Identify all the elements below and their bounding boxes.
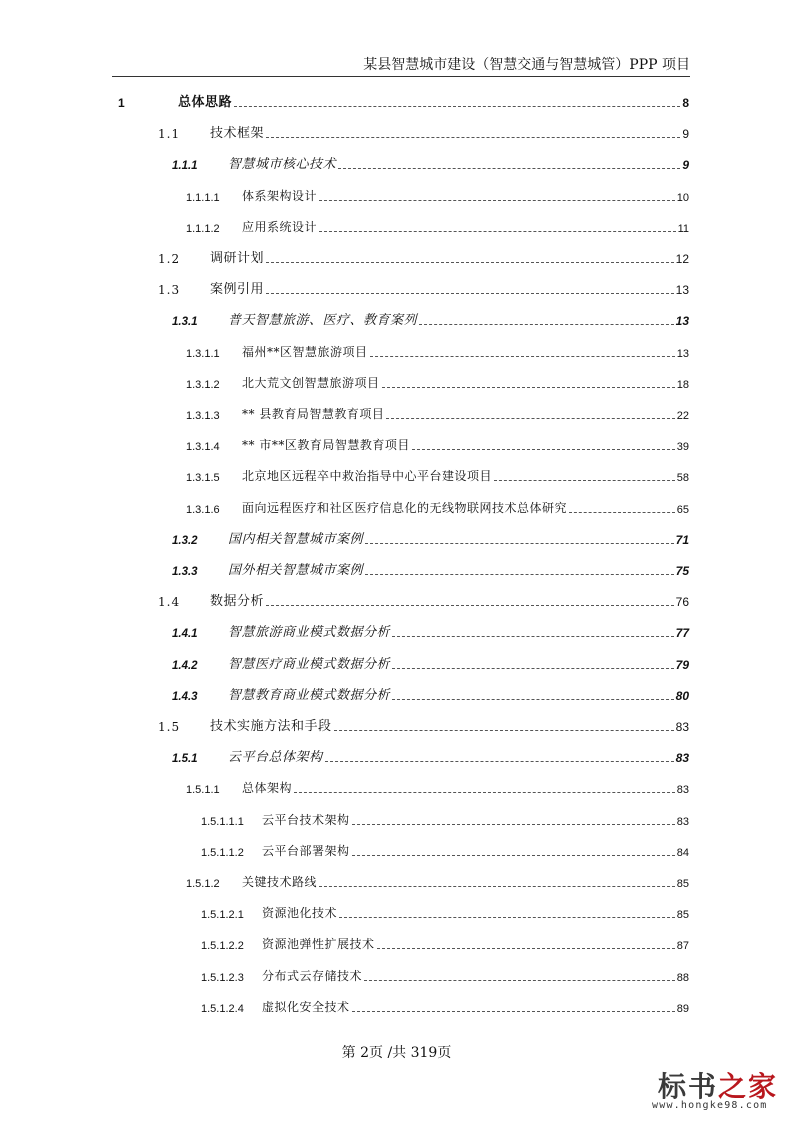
toc-leader-dashes <box>419 324 674 325</box>
toc-entry-title: 智慧医疗商业模式数据分析 <box>228 656 391 672</box>
toc-entry[interactable] <box>0 591 793 611</box>
toc-entry-body <box>228 621 689 640</box>
toc-entry-page: 83 <box>675 751 689 766</box>
toc-entry-title: 智慧教育商业模式数据分析 <box>228 687 391 703</box>
toc-entry-body <box>262 935 689 952</box>
toc-entry-number: 1.3.1.3 <box>186 410 220 422</box>
toc-entry-number: 1.5.1.2.1 <box>201 909 244 922</box>
toc-entry-page: 65 <box>676 503 689 516</box>
toc-entry-title: 面向远程医疗和社区医疗信息化的无线物联网技术总体研究 <box>242 500 568 515</box>
toc-entry-title: 调研计划 <box>210 251 265 266</box>
toc-leader-dashes <box>266 605 674 606</box>
toc-entry-body <box>242 436 689 453</box>
toc-entry-page: 76 <box>675 595 689 610</box>
toc-entry-body <box>178 91 689 110</box>
toc-entry-page: 12 <box>675 252 689 266</box>
toc-entry-page: 75 <box>675 564 689 578</box>
toc-entry-number: 1.5.1.2 <box>186 878 220 890</box>
toc-entry-page: 85 <box>676 909 689 922</box>
toc-entry[interactable] <box>0 934 793 954</box>
toc-entry-number: 1.3.1.1 <box>186 347 220 360</box>
toc-leader-dashes <box>338 168 680 169</box>
toc-entry-number: 1.1.1 <box>172 160 198 173</box>
toc-entry-title: 云平台部署架构 <box>262 843 350 858</box>
toc-entry-page: 89 <box>676 1002 689 1015</box>
toc-entry-number: 1.4.1 <box>172 628 198 641</box>
toc-entry-number: 1.5.1.1.1 <box>201 815 244 828</box>
toc-entry-page: 9 <box>682 158 689 173</box>
toc-entry-body <box>262 967 689 984</box>
toc-leader-dashes <box>352 855 675 856</box>
toc-leader-dashes <box>370 356 675 357</box>
toc-leader-dashes <box>325 761 674 762</box>
toc-leader-dashes <box>364 980 675 981</box>
toc-entry-number: 1.5.1 <box>172 753 198 766</box>
toc-entry-number: 1.5.1.2.3 <box>201 971 244 984</box>
toc-entry[interactable] <box>0 186 793 206</box>
toc-leader-dashes <box>392 636 674 637</box>
toc-entry-number: 1.5 <box>158 720 181 734</box>
toc-entry[interactable] <box>0 560 793 580</box>
toc-entry-body <box>210 247 689 266</box>
toc-entry-body <box>210 715 689 734</box>
toc-entry-body <box>242 218 689 235</box>
toc-entry-title: 资源池弹性扩展技术 <box>262 937 375 952</box>
toc-entry[interactable] <box>0 778 793 798</box>
watermark-logo <box>658 1065 778 1105</box>
toc-entry-number: 1.3.1 <box>172 316 198 329</box>
toc-entry-number: 1.1.1.2 <box>186 222 220 235</box>
toc-entry[interactable] <box>0 841 793 861</box>
toc-entry[interactable] <box>0 622 793 642</box>
toc-entry-body <box>228 684 689 703</box>
toc-entry-title: 体系架构设计 <box>242 188 318 203</box>
toc-entry-number: 1.4.2 <box>172 659 198 672</box>
toc-leader-dashes <box>294 792 675 793</box>
toc-entry[interactable] <box>0 654 793 674</box>
toc-entry-page: 85 <box>676 878 689 890</box>
toc-entry[interactable] <box>0 903 793 923</box>
toc-leader-dashes <box>319 200 675 201</box>
toc-entry[interactable] <box>0 872 793 892</box>
toc-entry-page: 80 <box>675 688 689 703</box>
toc-entry-page: 83 <box>676 815 689 828</box>
toc-entry-body <box>242 374 689 391</box>
toc-entry-body <box>210 278 689 297</box>
toc-entry-body <box>228 309 689 328</box>
toc-entry[interactable] <box>0 810 793 830</box>
toc-entry-number: 1.3 <box>158 283 181 298</box>
toc-entry-number: 1.3.1.2 <box>186 378 220 391</box>
toc-entry-page: 22 <box>676 410 689 422</box>
toc-entry-page: 83 <box>675 720 689 734</box>
toc-entry-title: ** 县教育局智慧教育项目 <box>242 407 385 421</box>
toc-entry-page: 79 <box>675 657 689 672</box>
toc-entry[interactable] <box>0 685 793 705</box>
toc-leader-dashes <box>339 917 675 918</box>
toc-entry-title: 北京地区远程卒中救治指导中心平台建设项目 <box>242 469 493 484</box>
toc-entry-title: 案例引用 <box>210 282 265 298</box>
toc-entry[interactable] <box>0 342 793 362</box>
toc-entry-page: 18 <box>676 378 689 391</box>
toc-entry[interactable] <box>0 747 793 767</box>
toc-entry-number: 1.3.2 <box>172 534 198 547</box>
toc-entry[interactable] <box>0 248 793 268</box>
toc-entry-number: 1.3.1.5 <box>186 472 220 485</box>
toc-entry-page: 88 <box>676 971 689 984</box>
toc-entry-page: 13 <box>675 314 689 329</box>
toc-leader-dashes <box>334 730 674 731</box>
toc-entry-title: 技术实施方法和手段 <box>210 719 332 734</box>
toc-leader-dashes <box>365 543 674 544</box>
toc-entry-title: 关键技术路线 <box>242 875 318 889</box>
toc-entry-title: 数据分析 <box>210 594 265 610</box>
toc-entry-title: 智慧城市核心技术 <box>228 157 337 173</box>
toc-entry[interactable] <box>0 123 793 143</box>
toc-entry[interactable] <box>0 529 793 549</box>
toc-entry[interactable] <box>0 154 793 174</box>
toc-entry-page: 8 <box>682 96 689 110</box>
toc-entry-body <box>242 499 689 516</box>
toc-entry-title: 普天智慧旅游、医疗、教育案列 <box>228 313 418 329</box>
toc-leader-dashes <box>365 574 674 575</box>
toc-entry-page: 84 <box>676 846 689 859</box>
toc-entry[interactable] <box>0 217 793 237</box>
toc-leader-dashes <box>382 387 675 388</box>
toc-entry-title: 福州**区智慧旅游项目 <box>242 344 368 359</box>
toc-leader-dashes <box>319 231 676 232</box>
toc-leader-dashes <box>266 293 674 294</box>
watermark-logo-part2: 之家 <box>718 1070 779 1103</box>
toc-entry-number: 1.3.1.4 <box>186 441 220 454</box>
toc-entry-title: 总体思路 <box>178 95 233 110</box>
toc-entry-body <box>242 873 689 890</box>
watermark-logo-part1: 标书 <box>658 1070 719 1103</box>
toc-entry-title: 国内相关智慧城市案例 <box>228 531 364 547</box>
toc-entry-body <box>262 842 689 859</box>
toc-entry-body <box>210 122 689 141</box>
toc-entry-page: 13 <box>676 347 689 360</box>
toc-entry-number: 1.5.1.1.2 <box>201 846 244 859</box>
toc-leader-dashes <box>494 480 675 481</box>
toc-leader-dashes <box>392 699 674 700</box>
toc-entry-body <box>262 904 689 921</box>
toc-entry-body <box>228 746 689 765</box>
toc-entry-body <box>242 343 689 360</box>
toc-entry[interactable] <box>0 716 793 736</box>
toc-entry-page: 13 <box>675 283 689 298</box>
toc-entry[interactable] <box>0 466 793 486</box>
toc-entry-number: 1.4 <box>158 595 181 610</box>
toc-leader-dashes <box>392 668 674 669</box>
document-header: 某县智慧城市建设（智慧交通与智慧城管）PPP 项目 <box>363 57 690 73</box>
toc-entry-title: ** 市**区教育局智慧教育项目 <box>242 438 410 453</box>
toc-entry-number: 1.3.1.6 <box>186 503 220 516</box>
toc-entry[interactable] <box>0 498 793 518</box>
toc-entry[interactable] <box>0 310 793 330</box>
toc-entry[interactable] <box>0 404 793 424</box>
toc-entry-title: 云平台总体架构 <box>228 750 323 766</box>
toc-entry-title: 分布式云存储技术 <box>262 968 363 983</box>
toc-entry-body <box>242 467 689 484</box>
watermark-url: www.hongke98.com <box>652 1100 768 1111</box>
toc-entry-page: 11 <box>677 222 689 235</box>
toc-entry-page: 58 <box>676 472 689 485</box>
toc-entry-title: 应用系统设计 <box>242 219 318 234</box>
toc-entry-number: 1.1.1.1 <box>186 191 220 204</box>
toc-entry-number: 1.3.3 <box>172 566 198 578</box>
toc-entry-number: 1.5.1.2.4 <box>201 1002 244 1015</box>
toc-entry-title: 云平台技术架构 <box>262 812 350 827</box>
toc-entry-page: 71 <box>675 532 689 547</box>
page-footer: 第 2页 /共 319页 <box>341 1045 452 1061</box>
toc-entry-title: 智慧旅游商业模式数据分析 <box>228 625 391 641</box>
toc-entry[interactable] <box>0 373 793 393</box>
toc-leader-dashes <box>234 106 680 107</box>
toc-leader-dashes <box>266 137 680 138</box>
toc-entry-title: 总体架构 <box>242 781 293 796</box>
toc-entry-body <box>242 405 689 422</box>
toc-entry-number: 1.5.1.2.2 <box>201 940 244 953</box>
toc-entry[interactable] <box>0 92 793 112</box>
toc-entry-body <box>262 811 689 828</box>
toc-entry-body <box>228 153 689 172</box>
toc-entry-title: 北大荒文创智慧旅游项目 <box>242 375 380 390</box>
toc-entry-body <box>228 559 689 578</box>
toc-entry-page: 10 <box>676 191 689 204</box>
toc-leader-dashes <box>352 824 675 825</box>
toc-entry-page: 9 <box>682 127 689 142</box>
toc-entry-number: 1.2 <box>158 252 181 266</box>
toc-entry-body <box>228 528 689 547</box>
toc-entry-number: 1.1 <box>158 127 181 142</box>
toc-leader-dashes <box>319 886 675 887</box>
toc-entry-title: 虚拟化安全技术 <box>262 999 350 1014</box>
toc-entry[interactable] <box>0 435 793 455</box>
toc-leader-dashes <box>352 1011 675 1012</box>
toc-leader-dashes <box>377 948 675 949</box>
toc-entry-number: 1.5.1.1 <box>186 784 220 797</box>
header-rule <box>112 76 690 77</box>
toc-entry-body <box>262 998 689 1015</box>
toc-entry-page: 39 <box>676 441 689 454</box>
toc-entry-title: 技术框架 <box>210 126 265 142</box>
toc-entry-body <box>242 779 689 796</box>
toc-entry-page: 87 <box>676 940 689 953</box>
toc-entry-number: 1 <box>118 96 125 110</box>
toc-leader-dashes <box>386 418 674 419</box>
toc-entry[interactable] <box>0 279 793 299</box>
toc-entry-title: 国外相关智慧城市案例 <box>228 563 364 578</box>
toc-entry[interactable] <box>0 966 793 986</box>
toc-entry-number: 1.4.3 <box>172 690 198 703</box>
toc-leader-dashes <box>412 449 675 450</box>
toc-entry-body <box>228 653 689 672</box>
toc-entry-page: 77 <box>675 626 689 641</box>
toc-entry-page: 83 <box>676 784 689 797</box>
toc-entry-title: 资源池化技术 <box>262 906 338 921</box>
toc-leader-dashes <box>569 512 675 513</box>
toc-entry-body <box>242 187 689 204</box>
toc-entry[interactable] <box>0 997 793 1017</box>
toc-entry-body <box>210 590 689 609</box>
toc-leader-dashes <box>266 262 674 263</box>
